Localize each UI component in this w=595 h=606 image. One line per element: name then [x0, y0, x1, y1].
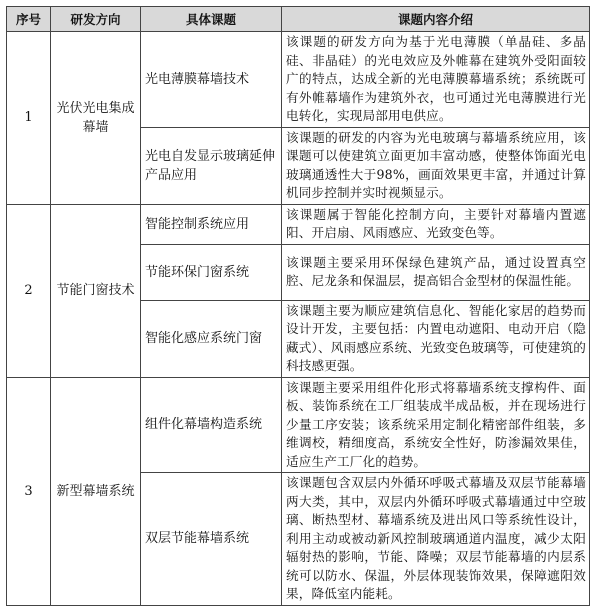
topic-intro: 该课题的研发的内容为光电玻璃与幕墙系统应用，该课题可以使建筑立面更加丰富动感，使整体饰面光电玻璃通透性大于98%，画面效果更丰富，并通过计算机同步控制并实时视频显示。 [282, 127, 590, 204]
topic-intro: 该课题包含双层内外循环呼吸式幕墙及双层节能幕墙两大类，其中，双层内外循环呼吸式幕墙通过中空玻璃、断热型材、幕墙系统及进出风口等系统性设计，利用主动或被动新风控制玻璃通道内温度，减少太阳辐射热的影响，节能、降噪；双层节能幕墙的内层系统可以防水、保温，外层体现装饰效果，保障遮阳效果，降低室内能耗。 [282, 473, 590, 606]
topic-name: 双层节能幕墙系统 [141, 473, 282, 606]
table-row [7, 377, 590, 473]
topic-intro: 该课题属于智能化控制方向，主要针对幕墙内置遮阳、开启扇、风雨感应、光致变色等。 [282, 204, 590, 244]
topic-name: 智能化感应系统门窗 [141, 300, 282, 377]
header-topic: 具体课题 [141, 7, 282, 32]
topic-name: 智能控制系统应用 [141, 204, 282, 244]
table-row [7, 32, 590, 128]
topic-intro: 该课题主要采用环保绿色建筑产品，通过设置真空腔、尼龙条和保温层，提高铝合金型材的保温性能。 [282, 244, 590, 300]
table-header-row [7, 7, 590, 32]
topic-name: 节能环保门窗系统 [141, 244, 282, 300]
research-direction: 节能门窗技术 [51, 204, 141, 377]
topic-name: 光电自发显示玻璃延伸产品应用 [141, 127, 282, 204]
research-direction: 光伏光电集成幕墙 [51, 32, 141, 205]
research-direction: 新型幕墙系统 [51, 377, 141, 605]
topic-name: 光电薄膜幕墙技术 [141, 32, 282, 128]
header-direction: 研发方向 [51, 7, 141, 32]
research-topics-table [6, 6, 589, 600]
topic-intro: 该课题主要采用组件化形式将幕墙系统支撑构件、面板、装饰系统在工厂组装成半成品板，并在现场进行少量工序安装；该系统采用定制化精密部件组装，多维调校，精细度高，系统安全性好，防渗漏效果佳，适应生产工厂化的趋势。 [282, 377, 590, 473]
table-row [7, 204, 590, 244]
topic-intro: 该课题主要为顺应建筑信息化、智能化家居的趋势而设计开发，主要包括：内置电动遮阳、电动开启（隐藏式）、风雨感应系统、光致变色玻璃等，可使建筑的科技感更强。 [282, 300, 590, 377]
row-number: 1 [7, 32, 51, 205]
topic-intro: 该课题的研发方向为基于光电薄膜（单晶硅、多晶硅、非晶硅）的光电效应及外帷幕在建筑外受阳面较广的特点，达成全新的光电薄膜幕墙系统；系统既可有外帷幕墙作为建筑外衣，也可通过光电薄膜进行光电转化，实现局部用电供应。 [282, 32, 590, 128]
header-no: 序号 [7, 7, 51, 32]
row-number: 2 [7, 204, 51, 377]
header-intro: 课题内容介绍 [282, 7, 590, 32]
row-number: 3 [7, 377, 51, 605]
topic-name: 组件化幕墙构造系统 [141, 377, 282, 473]
